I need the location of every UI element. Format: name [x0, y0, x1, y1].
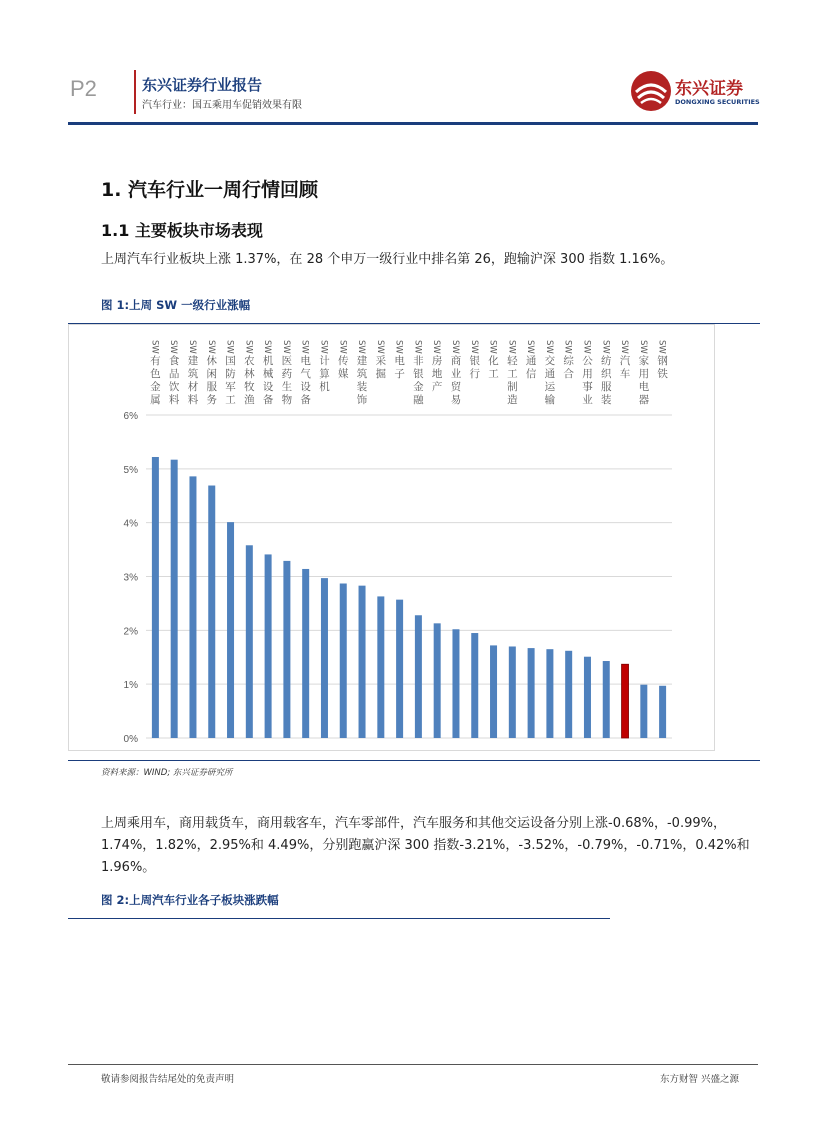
- x-category-label: SW: [168, 340, 179, 354]
- y-tick-label: 2%: [123, 626, 138, 638]
- x-category-label: SW: [262, 340, 273, 354]
- x-category-label: 化工: [488, 355, 499, 380]
- bar: [321, 578, 328, 738]
- report-subtitle: 汽车行业：国五乘用车促销效果有限: [142, 100, 302, 111]
- x-category-label: 采掘: [375, 355, 387, 380]
- x-category-label: SW: [337, 340, 348, 354]
- figure1-bottom-rule: [68, 760, 760, 761]
- bar: [359, 586, 366, 738]
- bar: [265, 554, 272, 738]
- figure1-title: 图 1:上周 SW 一级行业涨幅: [101, 298, 251, 312]
- x-category-label: 银行: [469, 355, 480, 380]
- bar: [246, 545, 253, 738]
- x-category-label: 休闲服务: [206, 355, 217, 406]
- x-category-label: SW: [619, 340, 630, 354]
- x-category-label: SW: [186, 340, 197, 354]
- bar: [490, 645, 497, 738]
- bar: [340, 583, 347, 738]
- x-category-label: 汽车: [619, 355, 631, 380]
- bar: [565, 651, 572, 738]
- x-category-label: 综合: [563, 355, 574, 380]
- x-category-label: SW: [637, 340, 648, 354]
- x-category-label: SW: [525, 340, 536, 354]
- bar: [546, 649, 553, 738]
- x-category-label: SW: [543, 340, 554, 354]
- industry-returns-chart: [68, 324, 760, 760]
- bar: [452, 629, 459, 738]
- figure1-source: 资料来源：WIND; 东兴证券研究所: [101, 768, 233, 778]
- bar: [659, 686, 666, 738]
- x-category-label: SW: [393, 340, 404, 354]
- y-tick-label: 3%: [123, 572, 138, 584]
- x-category-label: 电气设备: [300, 355, 311, 406]
- x-category-label: SW: [318, 340, 329, 354]
- section-heading: 1. 汽车行业一周行情回顾: [101, 179, 319, 201]
- bar: [434, 623, 441, 738]
- x-category-label: SW: [562, 340, 573, 354]
- report-series-title: 东兴证券行业报告: [142, 76, 263, 94]
- x-category-label: 家用电器: [638, 355, 650, 406]
- bar: [603, 661, 610, 738]
- x-category-label: SW: [581, 340, 592, 354]
- y-tick-label: 5%: [123, 464, 138, 476]
- bar: [189, 476, 196, 738]
- subsection-heading: 1.1 主要板块市场表现: [101, 221, 263, 240]
- page-number: P2: [70, 76, 97, 101]
- footer-disclaimer: 敬请参阅报告结尾处的免责声明: [101, 1074, 235, 1085]
- bar: [528, 648, 535, 738]
- x-category-label: 钢铁: [657, 355, 668, 380]
- bar: [171, 460, 178, 738]
- header-divider: [134, 70, 136, 114]
- x-category-label: 建筑装饰: [356, 355, 368, 406]
- logo-name: 东兴证券: [675, 79, 743, 99]
- bar: [227, 522, 234, 738]
- y-tick-label: 1%: [123, 680, 138, 692]
- x-category-label: SW: [243, 340, 254, 354]
- chart-canvas: [68, 324, 760, 760]
- x-category-label: 轻工制造: [507, 355, 518, 406]
- x-category-label: 电子: [394, 355, 405, 380]
- x-category-label: SW: [224, 340, 235, 354]
- bar: [283, 561, 290, 738]
- y-tick-label: 4%: [123, 518, 138, 530]
- logo-emblem-icon: [630, 70, 672, 112]
- x-category-label: SW: [600, 340, 611, 354]
- bar: [302, 569, 309, 738]
- bar: [415, 615, 422, 738]
- bar: [471, 633, 478, 738]
- x-category-label: 交通运输: [544, 355, 556, 406]
- x-category-label: 房地产: [431, 355, 443, 393]
- x-category-label: 非银金融: [413, 355, 424, 406]
- x-category-label: 传媒: [338, 355, 349, 380]
- x-category-label: SW: [412, 340, 423, 354]
- bar: [396, 600, 403, 738]
- footer-rule: [68, 1064, 758, 1065]
- bar: [152, 457, 159, 738]
- figure2-top-rule: [68, 918, 610, 919]
- paragraph-subsectors: 上周乘用车，商用载货车，商用载客车，汽车零部件，汽车服务和其他交运设备分别上涨-0.68%，-0.99%，1.74%，1.82%，2.95%和 4.49%，分别跑赢沪深 300 指数-3.21%，-3.52%，-0.79%，-0.71%，0.42%和 1.96%。: [101, 816, 750, 875]
- x-category-label: 国防军工: [225, 355, 236, 406]
- header-rule: [68, 122, 758, 125]
- x-category-label: SW: [506, 340, 517, 354]
- x-category-label: 农林牧渔: [244, 355, 255, 406]
- x-category-label: SW: [280, 340, 291, 354]
- x-category-label: 通信: [525, 355, 537, 380]
- x-category-label: SW: [356, 340, 367, 354]
- x-category-label: SW: [149, 340, 160, 354]
- x-category-label: 建筑材料: [187, 355, 199, 406]
- paragraph-summary: 上周汽车行业板块上涨 1.37%，在 28 个申万一级行业中排名第 26，跑输沪深 300 指数 1.16%。: [101, 252, 674, 267]
- x-category-label: 食品饮料: [168, 355, 180, 406]
- bar: [208, 486, 215, 738]
- figure2-title: 图 2:上周汽车行业各子板块涨跌幅: [101, 893, 279, 907]
- bar: [622, 664, 629, 738]
- x-category-label: 计算机: [319, 355, 330, 393]
- y-tick-label: 6%: [123, 411, 138, 422]
- footer-slogan: 东方财智 兴盛之源: [660, 1074, 740, 1085]
- chart-frame: [69, 325, 715, 751]
- x-category-label: 有色金属: [150, 355, 161, 406]
- x-category-label: SW: [299, 340, 310, 354]
- x-category-label: SW: [205, 340, 216, 354]
- bar: [640, 685, 647, 738]
- y-tick-label: 0%: [123, 734, 138, 745]
- bar: [509, 646, 516, 738]
- logo-english-name: DONGXING SECURITIES: [675, 98, 760, 106]
- x-category-label: SW: [449, 340, 460, 354]
- x-category-label: 纺织服装: [601, 355, 612, 406]
- x-category-label: SW: [656, 340, 667, 354]
- x-category-label: 医药生物: [281, 355, 293, 406]
- bar: [584, 657, 591, 738]
- x-category-label: 商业贸易: [450, 355, 462, 406]
- x-category-label: SW: [468, 340, 479, 354]
- company-logo: [630, 70, 760, 116]
- bar: [377, 596, 384, 738]
- x-category-label: SW: [487, 340, 498, 354]
- x-category-label: 公用事业: [582, 355, 593, 406]
- x-category-label: SW: [374, 340, 385, 354]
- x-category-label: SW: [431, 340, 442, 354]
- x-category-label: 机械设备: [262, 355, 274, 406]
